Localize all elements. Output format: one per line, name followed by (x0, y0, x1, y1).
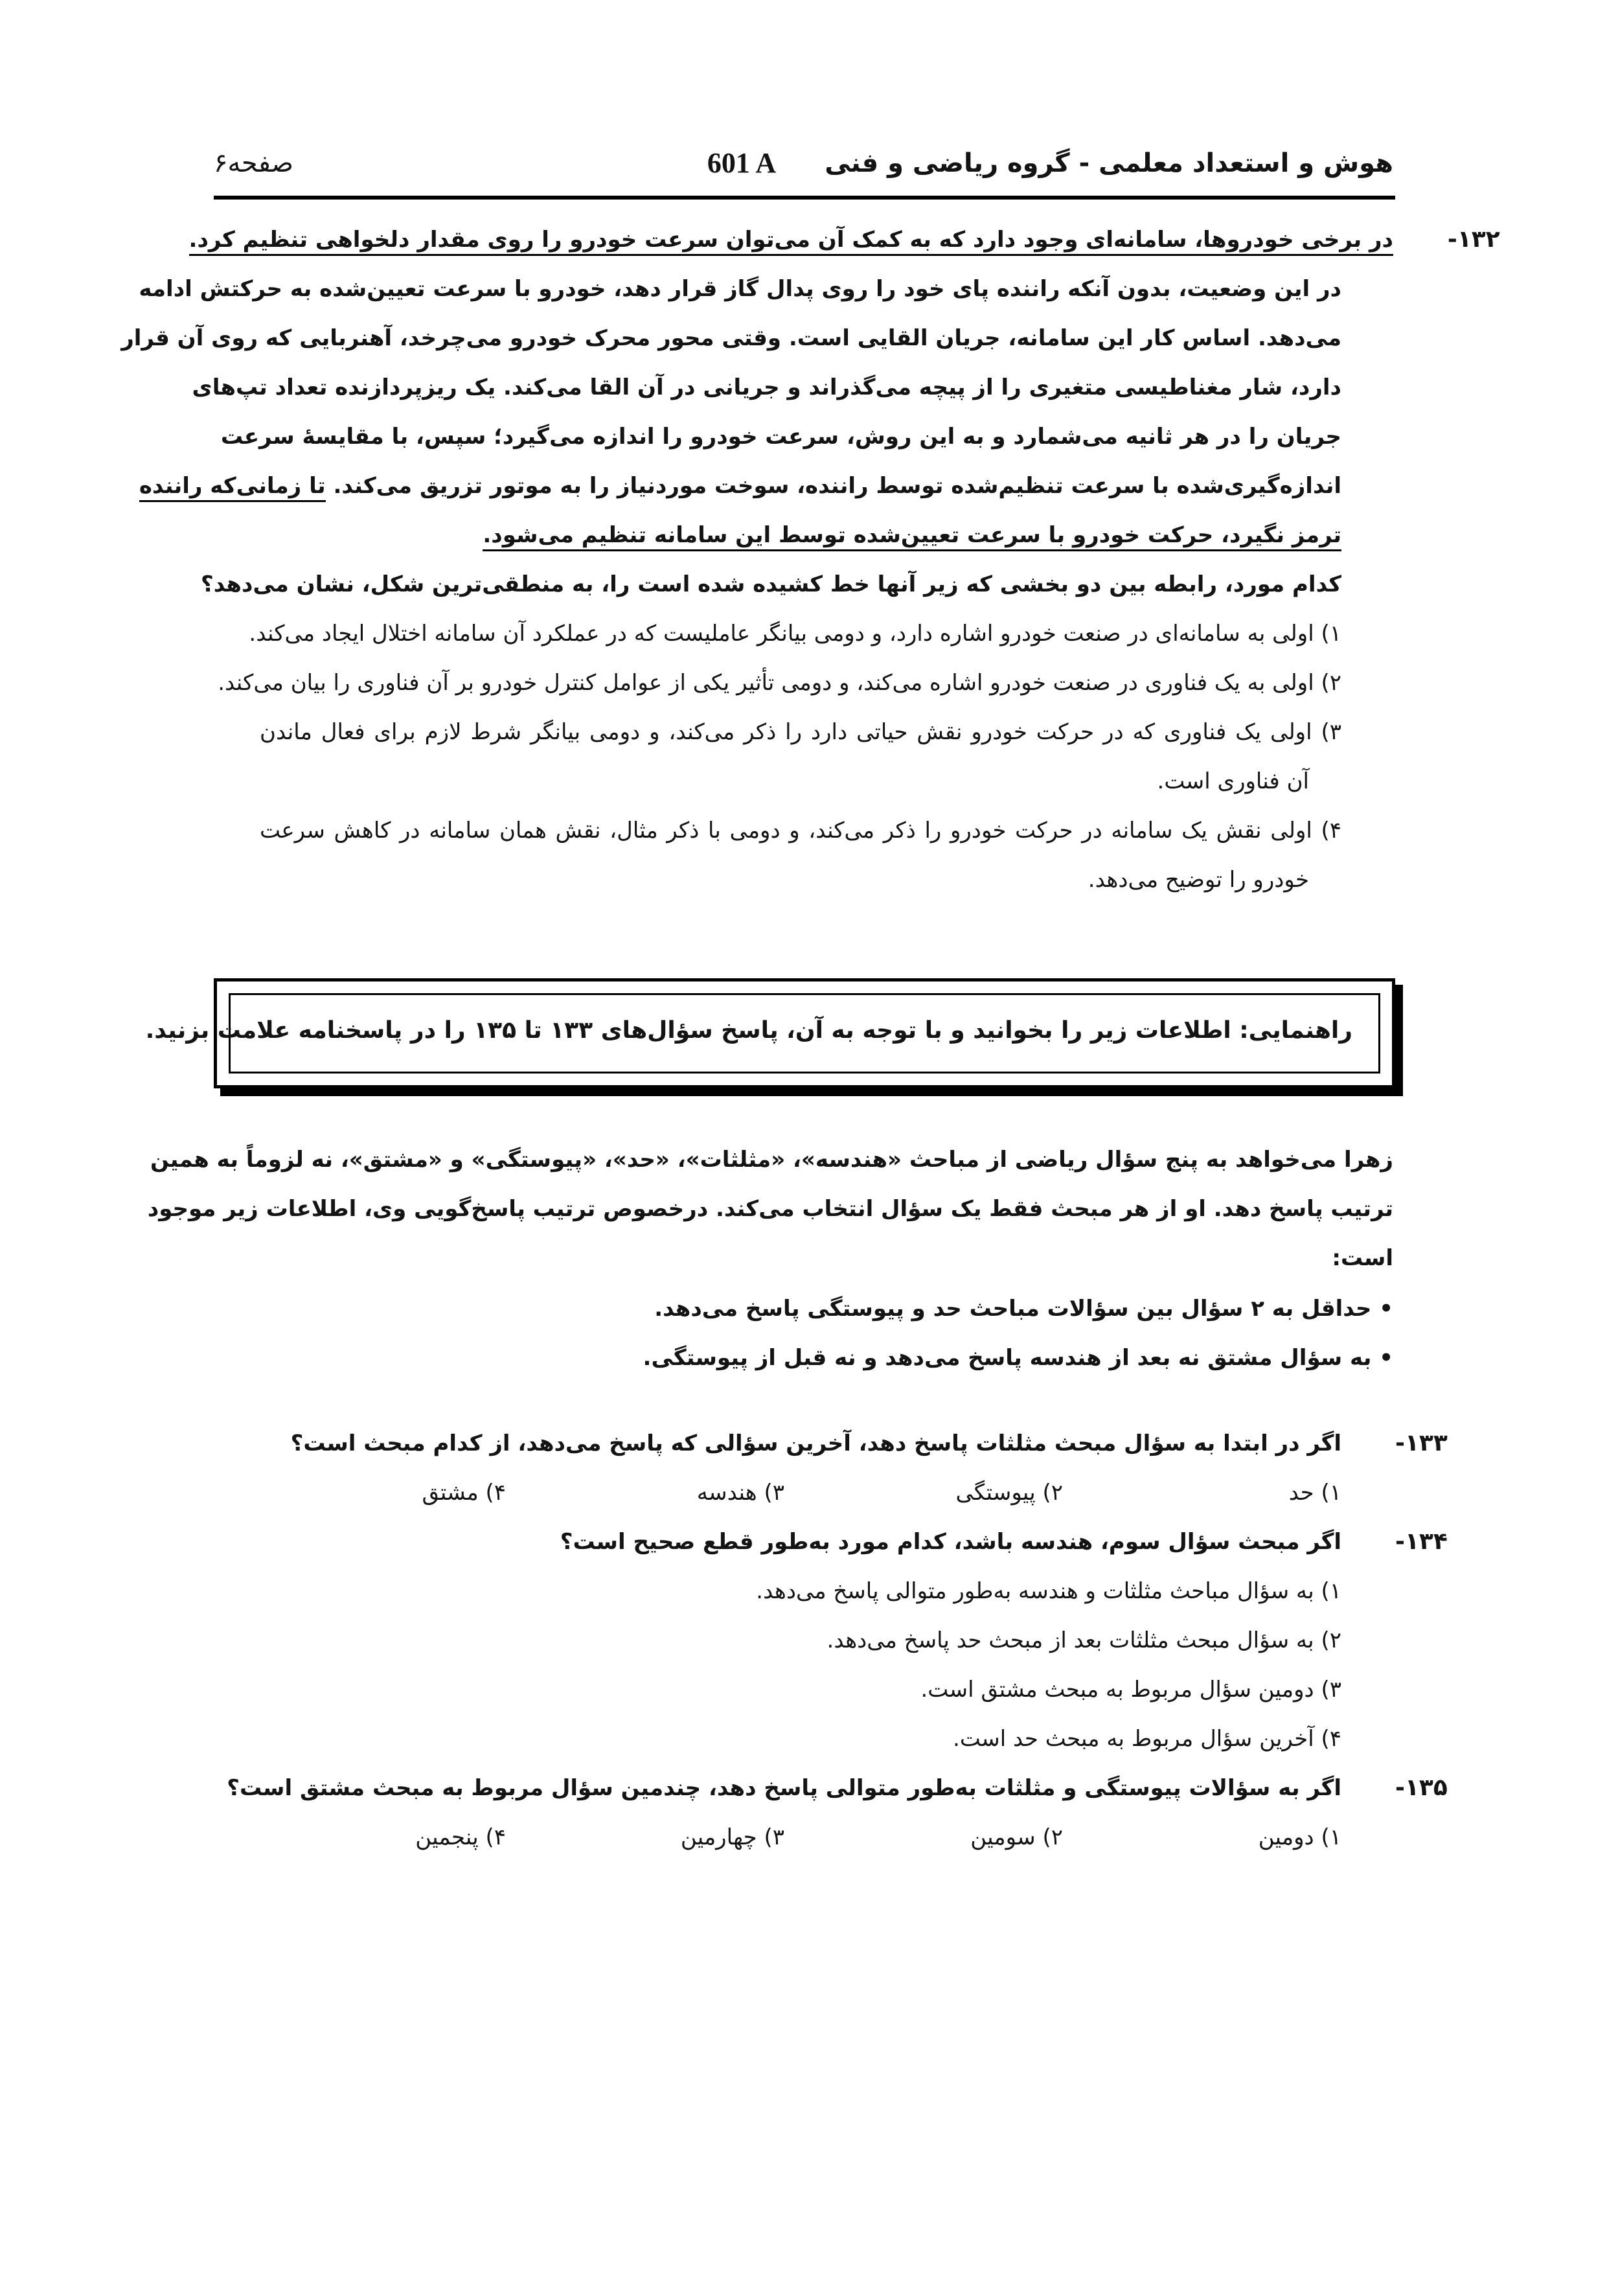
q132-option-1[interactable]: ۱) اولی به سامانه‌ای در صنعت خودرو اشاره دارد، و دومی بیانگر عاملیست که در عملکرد آن سامانه اختلال ایجاد می‌کند. (249, 621, 1341, 647)
q134-option-2[interactable]: ۲) به سؤال مبحث مثلثات بعد از مبحث حد پاسخ می‌دهد. (826, 1627, 1341, 1653)
q132-option-4-cont: خودرو را توضیح می‌دهد. (1088, 867, 1309, 893)
exam-title: هوش و استعداد معلمی - گروه ریاضی و فنی (825, 148, 1393, 178)
exam-code: 601 A (707, 147, 777, 179)
q132-line-5: جریان را در هر ثانیه می‌شمارد و به این روش، سرعت خودرو را اندازه می‌گیرد؛ سپس، با مقایسهٔ سرعت (220, 424, 1341, 450)
guide-box-inner (145, 993, 1380, 1073)
q132-line-6 (139, 466, 1341, 505)
q132-line-2: در این وضعیت، بدون آنکه راننده پای خود را روی پدال گاز قرار دهد، خودرو با سرعت تعیین‌شده به حرکتش ادامه (139, 276, 1341, 302)
guide-box-shadow-bottom (220, 1088, 1403, 1096)
q133-option-3[interactable]: ۳) هندسه (696, 1480, 784, 1506)
guide-box (145, 978, 1395, 1088)
q135-option-1[interactable]: ۱) دومین (1258, 1824, 1341, 1850)
q135-text: اگر به سؤالات پیوستگی و مثلثات به‌طور متوالی پاسخ دهد، چندمین سؤال مربوط به مبحث مشتق است؟ (227, 1775, 1341, 1801)
condition-bullet-1: • حداقل به ۲ سؤال بین سؤالات مباحث حد و پیوستگی پاسخ می‌دهد. (654, 1296, 1393, 1322)
q134-option-3[interactable]: ۳) دومین سؤال مربوط به مبحث مشتق است. (920, 1677, 1341, 1703)
q135-option-4[interactable]: ۴) پنجمین (415, 1824, 506, 1850)
q132-line-6-text: اندازه‌گیری‌شده با سرعت تنظیم‌شده توسط راننده، سوخت موردنیاز را به موتور تزریق می‌کند. (333, 473, 1341, 499)
q132-line-1 (188, 220, 1393, 259)
q134-option-4[interactable]: ۴) آخرین سؤال مربوط به مبحث حد است. (953, 1726, 1341, 1752)
question-number-135: ۱۳۵- (1395, 1774, 1448, 1801)
guide-text: راهنمایی: اطلاعات زیر را بخوانید و با توجه به آن، پاسخ سؤال‌های ۱۳۳ تا ۱۳۵ را در پاسخنامه علامت بزنید. (145, 1017, 1352, 1044)
q133-option-1[interactable]: ۱) حد (1288, 1480, 1341, 1506)
q133-text: اگر در ابتدا به سؤال مبحث مثلثات پاسخ دهد، آخرین سؤالی که پاسخ می‌دهد، از کدام مبحث است؟ (290, 1430, 1341, 1456)
question-number-133: ۱۳۳- (1395, 1430, 1448, 1456)
q132-option-3[interactable]: ۳) اولی یک فناوری که در حرکت خودرو نقش حیاتی دارد را ذکر می‌کند، و دومی بیانگر شرط لازم برای فعال ماندن (260, 719, 1341, 745)
q132-line-7 (260, 516, 1341, 555)
q132-option-2[interactable]: ۲) اولی به یک فناوری در صنعت خودرو اشاره می‌کند، و دومی تأثیر یکی از عوامل کنترل خودرو بر آن فناوری را بیان می‌کند. (218, 670, 1341, 696)
q132-line-4: دارد، شار مغناطیسی متغیری را از پیچه می‌گذراند و جریانی در آن القا می‌کند. یک ریزپردازنده تعداد تپ‌های (192, 374, 1341, 400)
q134-option-1[interactable]: ۱) به سؤال مباحث مثلثات و هندسه به‌طور متوالی پاسخ می‌دهد. (756, 1578, 1341, 1604)
passage-line-1: زهرا می‌خواهد به پنج سؤال ریاضی از مباحث «هندسه»، «مثلثات»، «حد»، «پیوستگی» و «مشتق»، نه لزوماً به همین (150, 1147, 1393, 1173)
q135-option-3[interactable]: ۳) چهارمین (680, 1824, 784, 1850)
q135-option-2[interactable]: ۲) سومین (970, 1824, 1063, 1850)
q132-underlined-1: در برخی خودروها، سامانه‌ای وجود دارد که به کمک آن می‌توان سرعت خودرو را روی مقدار دلخواهی تنظیم کرد. (189, 227, 1393, 256)
q132-underlined-2a: تا زمانی‌که راننده (139, 473, 326, 502)
passage-line-2: ترتیب پاسخ دهد. او از هر مبحث فقط یک سؤال انتخاب می‌کند. درخصوص ترتیب پاسخ‌گویی وی، اطلاعات زیر موجود (147, 1196, 1393, 1222)
guide-box-shadow-right (1395, 985, 1403, 1095)
question-number-134: ۱۳۴- (1395, 1528, 1448, 1555)
page-number: صفحه۶ (214, 148, 293, 178)
condition-bullet-2: • به سؤال مشتق نه بعد از هندسه پاسخ می‌دهد و نه قبل از پیوستگی. (643, 1345, 1393, 1371)
q133-option-2[interactable]: ۲) پیوستگی (955, 1480, 1063, 1506)
q133-option-4[interactable]: ۴) مشتق (422, 1480, 506, 1506)
q132-option-3-cont: آن فناوری است. (1157, 768, 1309, 794)
q132-option-4[interactable]: ۴) اولی نقش یک سامانه در حرکت خودرو را ذکر می‌کند، و دومی با ذکر مثال، نقش همان سامانه در کاهش سرعت (260, 818, 1341, 844)
q132-line-3: می‌دهد. اساس کار این سامانه، جریان القایی است. وقتی محور محرک خودرو می‌چرخد، آهنربایی که روی آن قرار (121, 325, 1341, 351)
q134-text: اگر مبحث سؤال سوم، هندسه باشد، کدام مورد به‌طور قطع صحیح است؟ (560, 1529, 1341, 1555)
passage-line-3: است: (1332, 1245, 1393, 1271)
q132-underlined-2b: ترمز نگیرد، حرکت خودرو با سرعت تعیین‌شده توسط این سامانه تنظیم می‌شود. (483, 522, 1341, 551)
header-divider (214, 196, 1395, 200)
q132-prompt: کدام مورد، رابطه بین دو بخشی که زیر آنها خط کشیده شده است را، به منطقی‌ترین شکل، نشان می‌دهد؟ (201, 571, 1341, 597)
question-number-132: ۱۳۲- (1447, 226, 1500, 253)
